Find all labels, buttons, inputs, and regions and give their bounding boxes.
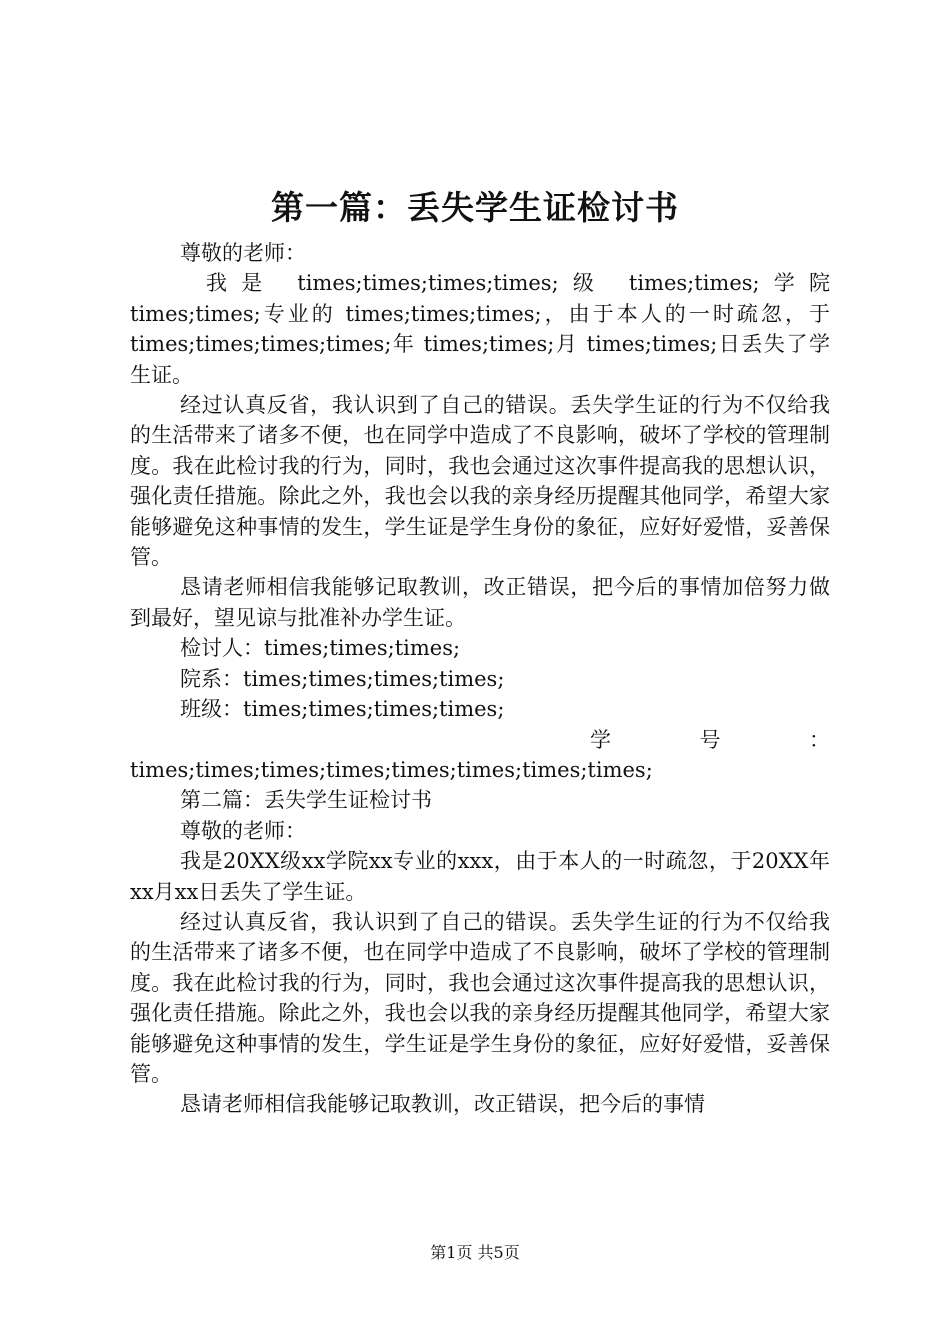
salutation: 尊敬的老师： bbox=[180, 241, 306, 265]
signer-line: 检讨人：times;times;times; bbox=[180, 636, 461, 661]
salutation-2: 尊敬的老师： bbox=[180, 818, 306, 843]
document-body bbox=[130, 238, 830, 1120]
class-line: 班级：times;times;times;times; bbox=[180, 697, 505, 722]
paragraph-reflection-2: 经过认真反省，我认识到了自己的错误。丢失学生证的行为不仅给我的生活带来了诸多不便，也在同学中造成了不良影响，破坏了学校的管理制度。我在此检讨我的行为，同时，我也会通过这次事件提高我的思想认识，强化责任措施。除此之外，我也会以我的亲身经历提醒其他同学，希望大家能够避免这种事情的发生，学生证是学生身份的象征，应好好爱惜，妥善保管。 bbox=[130, 909, 830, 1086]
second-section-heading: 第二篇：丢失学生证检讨书 bbox=[180, 788, 432, 813]
paragraph-reflection: 经过认真反省，我认识到了自己的错误。丢失学生证的行为不仅给我的生活带来了诸多不便，也在同学中造成了不良影响，破坏了学校的管理制度。我在此检讨我的行为，同时，我也会通过这次事件提高我的思想认识，强化责任措施。除此之外，我也会以我的亲身经历提醒其他同学，希望大家能够避免这种事情的发生，学生证是学生身份的象征，应好好爱惜，妥善保管。 bbox=[130, 393, 830, 570]
page-footer: 第1页 共5页 bbox=[430, 1243, 520, 1262]
student-id-label: 学 号 ： bbox=[590, 727, 830, 752]
paragraph-intro-2: 我是20XX级xx学院xx专业的xxx，由于本人的一时疏忽，于20XX年xx月xx日丢失了学生证。 bbox=[130, 849, 830, 904]
document-title: 第一篇：丢失学生证检讨书 bbox=[271, 188, 679, 227]
paragraph-request-2: 恳请老师相信我能够记取教训，改正错误，把今后的事情 bbox=[180, 1092, 705, 1117]
paragraph-request: 恳请老师相信我能够记取教训，改正错误，把今后的事情加倍努力做到最好，望见谅与批准补办学生证。 bbox=[130, 575, 830, 630]
student-id-value: times;times;times;times;times;times;times;times; bbox=[130, 757, 653, 782]
department-line: 院系：times;times;times;times; bbox=[180, 666, 505, 691]
paragraph-intro: 我是 times;times;times;times;级 times;times;学院 times;times;专业的 times;times;times;，由于本人的一时疏忽，于 times;times;times;times;年 times;times;月 times;times;日丢失了学生证。 bbox=[130, 271, 830, 387]
